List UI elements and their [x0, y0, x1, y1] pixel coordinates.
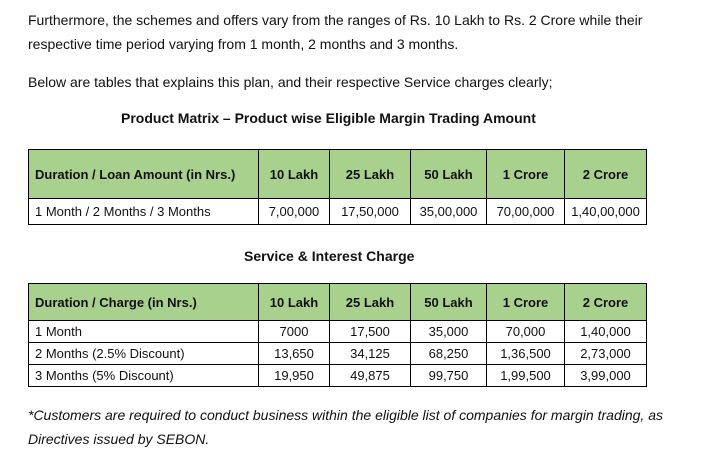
header-cell: 2 Crore — [565, 150, 647, 199]
table-cell: 1 Month — [29, 321, 259, 343]
table-cell: 34,125 — [330, 343, 411, 365]
table-cell: 13,650 — [259, 343, 330, 365]
table-row — [29, 365, 647, 387]
service-charge-title: Service & Interest Charge — [244, 248, 415, 264]
table-cell: 1,40,000 — [565, 321, 647, 343]
footnote: *Customers are required to conduct business within the eligible list of companies for margin trading, as Directives issued by SEBON. — [28, 407, 663, 447]
header-cell: 1 Crore — [487, 150, 565, 199]
table-row — [29, 199, 647, 225]
table-cell: 99,750 — [411, 365, 487, 387]
table-cell: 7000 — [259, 321, 330, 343]
table-row — [29, 343, 647, 365]
table-cell: 1,36,500 — [487, 343, 565, 365]
table-cell: 35,000 — [411, 321, 487, 343]
table-cell: 70,000 — [487, 321, 565, 343]
header-cell: 1 Crore — [487, 284, 565, 321]
header-cell: 10 Lakh — [259, 150, 330, 199]
table-cell: 68,250 — [411, 343, 487, 365]
table-cell: 2,73,000 — [565, 343, 647, 365]
product-matrix-table — [28, 149, 647, 225]
table-cell: 3,99,000 — [565, 365, 647, 387]
table-cell: 1 Month / 2 Months / 3 Months — [29, 199, 259, 225]
table-cell: 7,00,000 — [259, 199, 330, 225]
intro-paragraph-tables: Below are tables that explains this plan, and their respective Service charges clearly; — [28, 74, 553, 90]
product-matrix-title: Product Matrix – Product wise Eligible Margin Trading Amount — [121, 110, 536, 126]
table-cell: 3 Months (5% Discount) — [29, 365, 259, 387]
table-cell: 70,00,000 — [487, 199, 565, 225]
header-cell: 50 Lakh — [411, 284, 487, 321]
table-cell: 2 Months (2.5% Discount) — [29, 343, 259, 365]
header-cell: Duration / Loan Amount (in Nrs.) — [29, 150, 259, 199]
table-row — [29, 321, 647, 343]
table-cell: 19,950 — [259, 365, 330, 387]
header-cell: 25 Lakh — [330, 284, 411, 321]
header-cell: 50 Lakh — [411, 150, 487, 199]
header-cell: 25 Lakh — [330, 150, 411, 199]
table-cell: 1,99,500 — [487, 365, 565, 387]
header-cell: Duration / Charge (in Nrs.) — [29, 284, 259, 321]
header-cell: 2 Crore — [565, 284, 647, 321]
table-cell: 49,875 — [330, 365, 411, 387]
table-cell: 17,500 — [330, 321, 411, 343]
table-cell: 17,50,000 — [330, 199, 411, 225]
intro-paragraph: Furthermore, the schemes and offers vary from the ranges of Rs. 10 Lakh to Rs. 2 Crore while their respective time period varying from 1 month, 2 months and 3 months. — [28, 12, 643, 52]
table-header-row — [29, 284, 647, 321]
table-cell: 35,00,000 — [411, 199, 487, 225]
header-cell: 10 Lakh — [259, 284, 330, 321]
table-cell: 1,40,00,000 — [565, 199, 647, 225]
service-charge-table — [28, 283, 647, 387]
table-header-row — [29, 150, 647, 199]
